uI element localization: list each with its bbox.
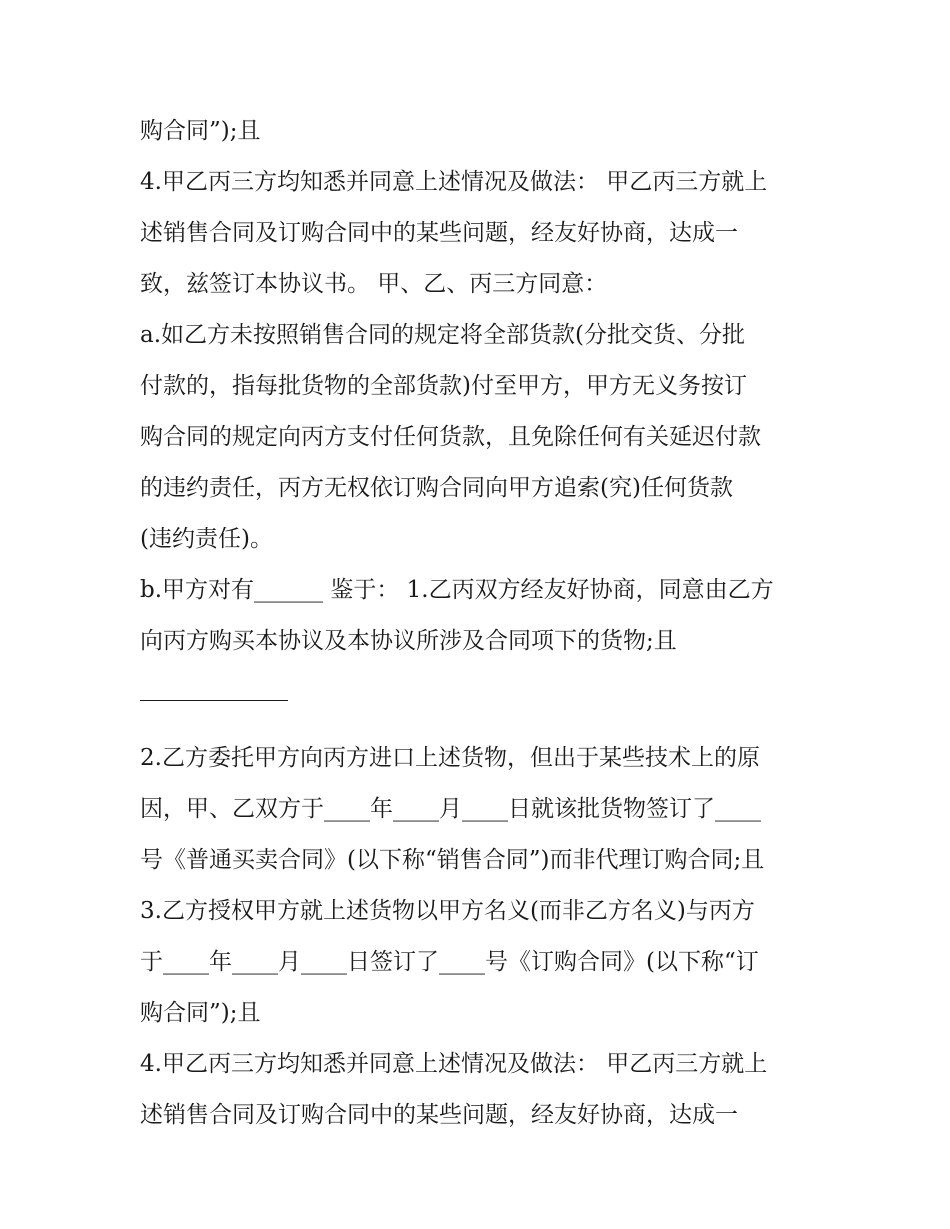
body-line: 3.乙方授权甲方就上述货物以甲方名义(而非乙方名义)与丙方	[140, 898, 755, 924]
body-line: 向丙方购买本协议及本协议所涉及合同项下的货物;且	[140, 628, 677, 654]
body-line: 于____年____月____日签订了____号《订购合同》(以下称“订	[140, 949, 759, 975]
paragraph-gap	[140, 718, 820, 733]
body-line: 4.甲乙丙三方均知悉并同意上述情况及做法： 甲乙丙三方就上	[140, 169, 768, 195]
document-body	[140, 106, 820, 1141]
body-line: 致，兹签订本协议书。 甲、乙、丙三方同意：	[140, 271, 608, 297]
body-line: 述销售合同及订购合同中的某些问题，经友好协商，达成一	[140, 1102, 738, 1128]
body-line: a.如乙方未按照销售合同的规定将全部货款(分批交货、分批	[140, 322, 745, 348]
body-line: 号《普通买卖合同》(以下称“销售合同”)而非代理订购合同;且	[140, 847, 765, 873]
body-line: 付款的，指每批货物的全部货款)付至甲方，甲方无义务按订	[140, 373, 747, 399]
body-line: (违约责任)。	[140, 526, 273, 552]
blank-underline	[140, 667, 820, 718]
body-line: b.甲方对有______ 鉴于： 1.乙丙双方经友好协商，同意由乙方	[140, 577, 774, 603]
body-line: 购合同”);且	[140, 1000, 261, 1026]
body-line: 2.乙方委托甲方向丙方进口上述货物，但出于某些技术上的原	[140, 745, 760, 771]
body-line: 4.甲乙丙三方均知悉并同意上述情况及做法： 甲乙丙三方就上	[140, 1051, 768, 1077]
body-line: 的违约责任，丙方无权依订购合同向甲方追索(究)任何货款	[140, 475, 733, 501]
body-line: 因，甲、乙双方于____年____月____日就该批货物签订了____	[140, 796, 761, 822]
body-line: 购合同”);且	[140, 118, 261, 144]
body-line: 述销售合同及订购合同中的某些问题，经友好协商，达成一	[140, 220, 738, 246]
body-line: 购合同的规定向丙方支付任何货款，且免除任何有关延迟付款	[140, 424, 761, 450]
